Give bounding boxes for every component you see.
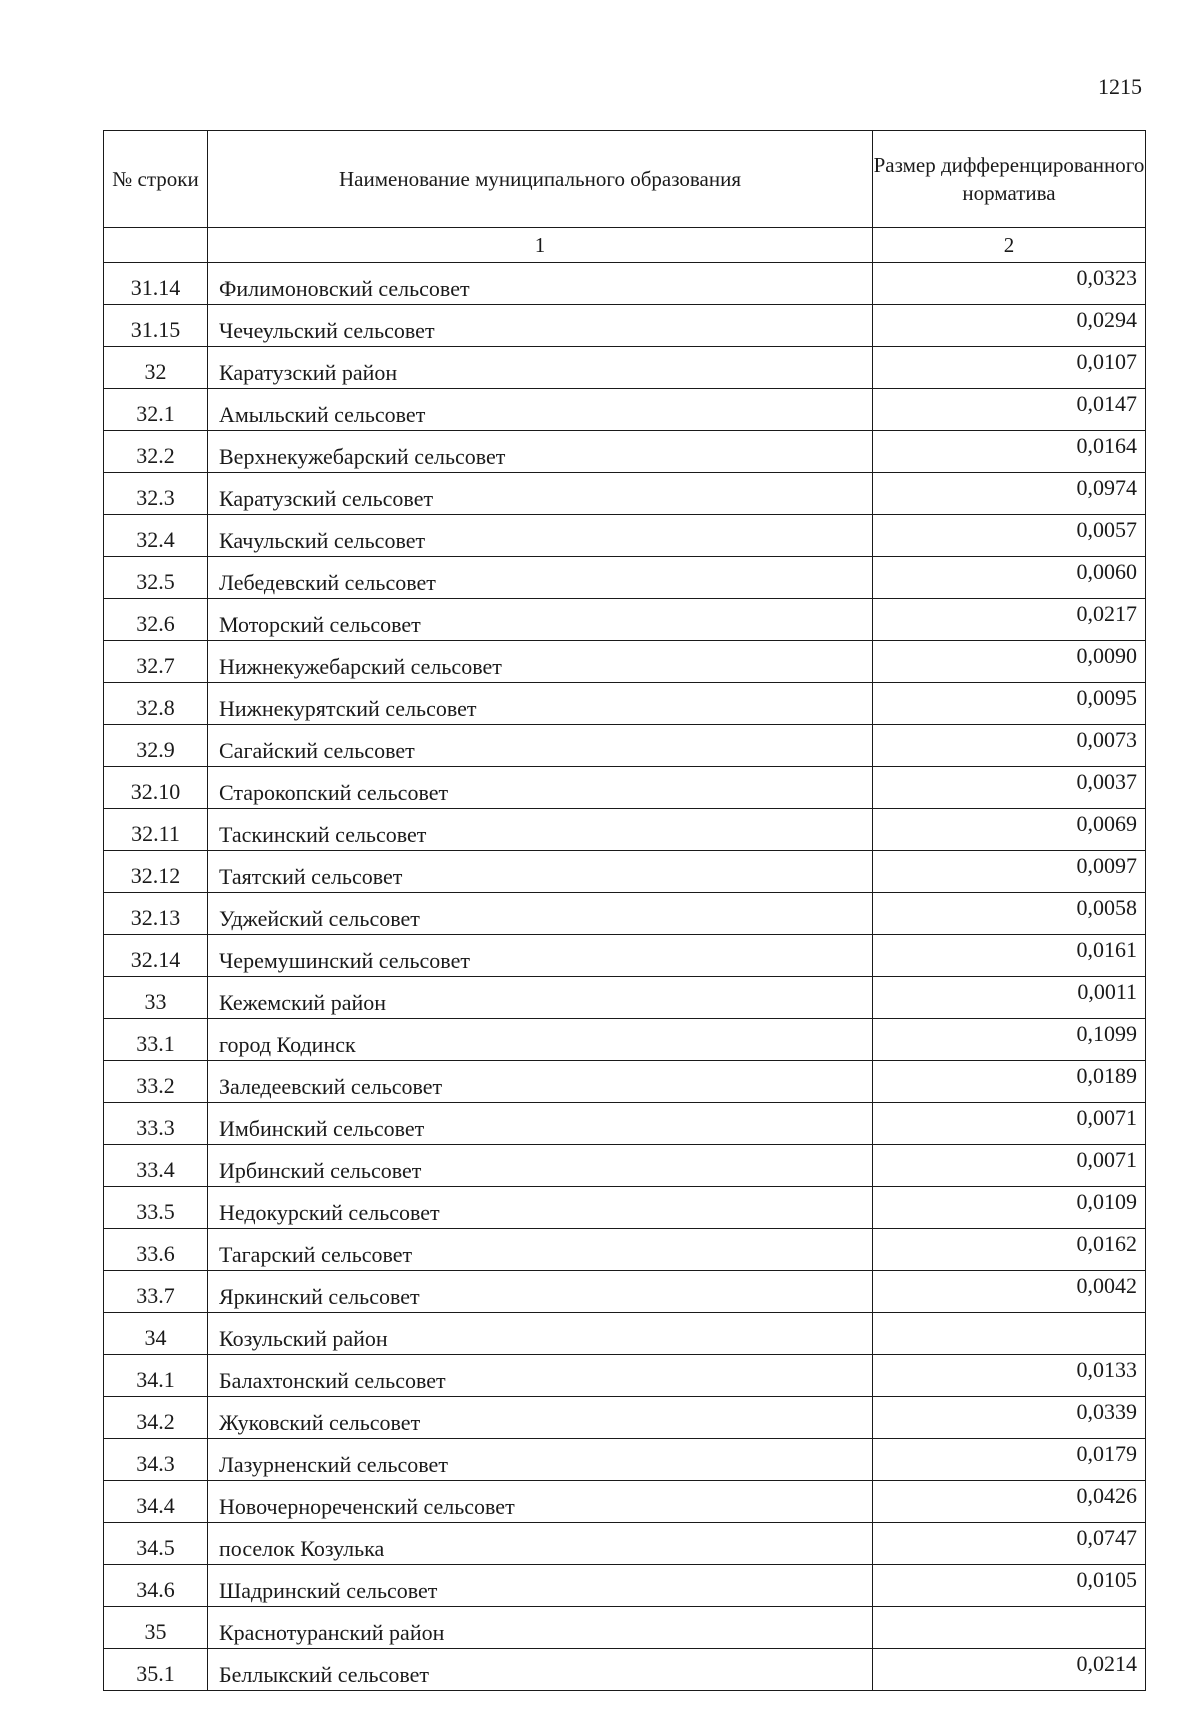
row-number-cell: 34 <box>104 1313 208 1355</box>
municipality-name-cell: Недокурский сельсовет <box>208 1187 873 1229</box>
table-row <box>104 935 1146 977</box>
row-number-cell: 35.1 <box>104 1649 208 1691</box>
header-row-number: № строки <box>104 131 208 228</box>
row-number-cell: 32.9 <box>104 725 208 767</box>
table-row <box>104 1061 1146 1103</box>
row-number-cell: 32.8 <box>104 683 208 725</box>
municipality-name-cell: Яркинский сельсовет <box>208 1271 873 1313</box>
row-number-cell: 32.1 <box>104 389 208 431</box>
row-number-cell: 34.6 <box>104 1565 208 1607</box>
table-row <box>104 1019 1146 1061</box>
table-row <box>104 1313 1146 1355</box>
municipality-name-cell: Беллыкский сельсовет <box>208 1649 873 1691</box>
table-row <box>104 767 1146 809</box>
municipality-name-cell: Краснотуранский район <box>208 1607 873 1649</box>
normative-value-cell: 0,0109 <box>873 1187 1146 1229</box>
normative-value-cell: 0,0161 <box>873 935 1146 977</box>
normative-value-cell: 0,0974 <box>873 473 1146 515</box>
municipality-name-cell: Уджейский сельсовет <box>208 893 873 935</box>
row-number-cell: 33.2 <box>104 1061 208 1103</box>
municipality-name-cell: Черемушинский сельсовет <box>208 935 873 977</box>
municipality-name-cell: Тагарский сельсовет <box>208 1229 873 1271</box>
normative-value-cell: 0,0147 <box>873 389 1146 431</box>
normative-value-cell: 0,1099 <box>873 1019 1146 1061</box>
normative-value-cell: 0,0323 <box>873 263 1146 305</box>
table-row <box>104 1103 1146 1145</box>
row-number-cell: 35 <box>104 1607 208 1649</box>
page-number: 1215 <box>1098 74 1142 99</box>
normative-value-cell: 0,0164 <box>873 431 1146 473</box>
row-number-cell: 34.3 <box>104 1439 208 1481</box>
table-row <box>104 1271 1146 1313</box>
column-index-cell: 2 <box>873 228 1146 263</box>
row-number-cell: 32.13 <box>104 893 208 935</box>
municipality-name-cell: Старокопский сельсовет <box>208 767 873 809</box>
row-number-cell: 32.10 <box>104 767 208 809</box>
table-row <box>104 1229 1146 1271</box>
table-row <box>104 389 1146 431</box>
normative-value-cell: 0,0057 <box>873 515 1146 557</box>
municipality-name-cell: Заледеевский сельсовет <box>208 1061 873 1103</box>
row-number-cell: 31.14 <box>104 263 208 305</box>
normative-value-cell: 0,0042 <box>873 1271 1146 1313</box>
header-normative-size: Размер дифференцированного норматива <box>873 131 1146 228</box>
row-number-cell: 33.7 <box>104 1271 208 1313</box>
municipality-name-cell: Имбинский сельсовет <box>208 1103 873 1145</box>
normative-value-cell: 0,0071 <box>873 1145 1146 1187</box>
row-number-cell: 34.2 <box>104 1397 208 1439</box>
table-row <box>104 1439 1146 1481</box>
column-index-row <box>104 228 1146 263</box>
row-number-cell: 33.5 <box>104 1187 208 1229</box>
normative-value-cell: 0,0071 <box>873 1103 1146 1145</box>
table-row <box>104 725 1146 767</box>
table-row <box>104 1649 1146 1691</box>
table-header-row <box>104 131 1146 228</box>
table-row <box>104 557 1146 599</box>
table-row <box>104 305 1146 347</box>
table-row <box>104 641 1146 683</box>
municipality-name-cell: Сагайский сельсовет <box>208 725 873 767</box>
municipality-name-cell: Жуковский сельсовет <box>208 1397 873 1439</box>
table-row <box>104 347 1146 389</box>
normative-value-cell: 0,0214 <box>873 1649 1146 1691</box>
row-number-cell: 33.3 <box>104 1103 208 1145</box>
table-row <box>104 515 1146 557</box>
row-number-cell: 33.6 <box>104 1229 208 1271</box>
normative-value-cell <box>873 1607 1146 1649</box>
normative-value-cell: 0,0037 <box>873 767 1146 809</box>
normative-value-cell: 0,0179 <box>873 1439 1146 1481</box>
normatives-table <box>103 130 1146 1691</box>
row-number-cell: 32.2 <box>104 431 208 473</box>
row-number-cell: 32.4 <box>104 515 208 557</box>
table-row <box>104 1145 1146 1187</box>
municipality-name-cell: Качульский сельсовет <box>208 515 873 557</box>
table-row <box>104 431 1146 473</box>
municipality-name-cell: Амыльский сельсовет <box>208 389 873 431</box>
table-row <box>104 1607 1146 1649</box>
normative-value-cell: 0,0069 <box>873 809 1146 851</box>
row-number-cell: 31.15 <box>104 305 208 347</box>
row-number-cell: 33 <box>104 977 208 1019</box>
municipality-name-cell: Новочернореченский сельсовет <box>208 1481 873 1523</box>
normative-value-cell: 0,0107 <box>873 347 1146 389</box>
normative-value-cell: 0,0339 <box>873 1397 1146 1439</box>
row-number-cell: 33.4 <box>104 1145 208 1187</box>
row-number-cell: 32.14 <box>104 935 208 977</box>
table-row <box>104 977 1146 1019</box>
municipality-name-cell: Таятский сельсовет <box>208 851 873 893</box>
table-body <box>104 263 1146 1691</box>
municipality-name-cell: город Кодинск <box>208 1019 873 1061</box>
table-row <box>104 1481 1146 1523</box>
table-row <box>104 851 1146 893</box>
municipality-name-cell: Нижнекужебарский сельсовет <box>208 641 873 683</box>
normative-value-cell: 0,0058 <box>873 893 1146 935</box>
normative-value-cell: 0,0073 <box>873 725 1146 767</box>
column-index-cell: 1 <box>208 228 873 263</box>
municipality-name-cell: Верхнекужебарский сельсовет <box>208 431 873 473</box>
normative-value-cell: 0,0090 <box>873 641 1146 683</box>
normative-value-cell: 0,0011 <box>873 977 1146 1019</box>
normative-value-cell: 0,0105 <box>873 1565 1146 1607</box>
table-row <box>104 1565 1146 1607</box>
municipality-name-cell: поселок Козулька <box>208 1523 873 1565</box>
normative-value-cell: 0,0097 <box>873 851 1146 893</box>
row-number-cell: 32.11 <box>104 809 208 851</box>
municipality-name-cell: Чечеульский сельсовет <box>208 305 873 347</box>
row-number-cell: 34.5 <box>104 1523 208 1565</box>
normative-value-cell: 0,0217 <box>873 599 1146 641</box>
row-number-cell: 32.3 <box>104 473 208 515</box>
municipality-name-cell: Шадринский сельсовет <box>208 1565 873 1607</box>
row-number-cell: 34.4 <box>104 1481 208 1523</box>
row-number-cell: 34.1 <box>104 1355 208 1397</box>
column-index-cell <box>104 228 208 263</box>
normative-value-cell: 0,0426 <box>873 1481 1146 1523</box>
row-number-cell: 32.6 <box>104 599 208 641</box>
table-row <box>104 473 1146 515</box>
municipality-name-cell: Нижнекурятский сельсовет <box>208 683 873 725</box>
municipality-name-cell: Каратузский сельсовет <box>208 473 873 515</box>
municipality-name-cell: Таскинский сельсовет <box>208 809 873 851</box>
row-number-cell: 32 <box>104 347 208 389</box>
table-row <box>104 599 1146 641</box>
table-row <box>104 263 1146 305</box>
municipality-name-cell: Балахтонский сельсовет <box>208 1355 873 1397</box>
normative-value-cell: 0,0095 <box>873 683 1146 725</box>
table-row <box>104 893 1146 935</box>
normative-value-cell: 0,0189 <box>873 1061 1146 1103</box>
table-row <box>104 809 1146 851</box>
municipality-name-cell: Ирбинский сельсовет <box>208 1145 873 1187</box>
normative-value-cell <box>873 1313 1146 1355</box>
municipality-name-cell: Каратузский район <box>208 347 873 389</box>
table-row <box>104 683 1146 725</box>
table-row <box>104 1397 1146 1439</box>
normative-value-cell: 0,0060 <box>873 557 1146 599</box>
municipality-name-cell: Филимоновский сельсовет <box>208 263 873 305</box>
header-municipality-name: Наименование муниципального образования <box>208 131 873 228</box>
normative-value-cell: 0,0294 <box>873 305 1146 347</box>
table-row <box>104 1355 1146 1397</box>
row-number-cell: 33.1 <box>104 1019 208 1061</box>
row-number-cell: 32.5 <box>104 557 208 599</box>
municipality-name-cell: Лазурненский сельсовет <box>208 1439 873 1481</box>
row-number-cell: 32.12 <box>104 851 208 893</box>
table-row <box>104 1187 1146 1229</box>
normative-value-cell: 0,0747 <box>873 1523 1146 1565</box>
municipality-name-cell: Моторский сельсовет <box>208 599 873 641</box>
table-row <box>104 1523 1146 1565</box>
normative-value-cell: 0,0162 <box>873 1229 1146 1271</box>
municipality-name-cell: Лебедевский сельсовет <box>208 557 873 599</box>
normative-value-cell: 0,0133 <box>873 1355 1146 1397</box>
municipality-name-cell: Кежемский район <box>208 977 873 1019</box>
row-number-cell: 32.7 <box>104 641 208 683</box>
municipality-name-cell: Козульский район <box>208 1313 873 1355</box>
